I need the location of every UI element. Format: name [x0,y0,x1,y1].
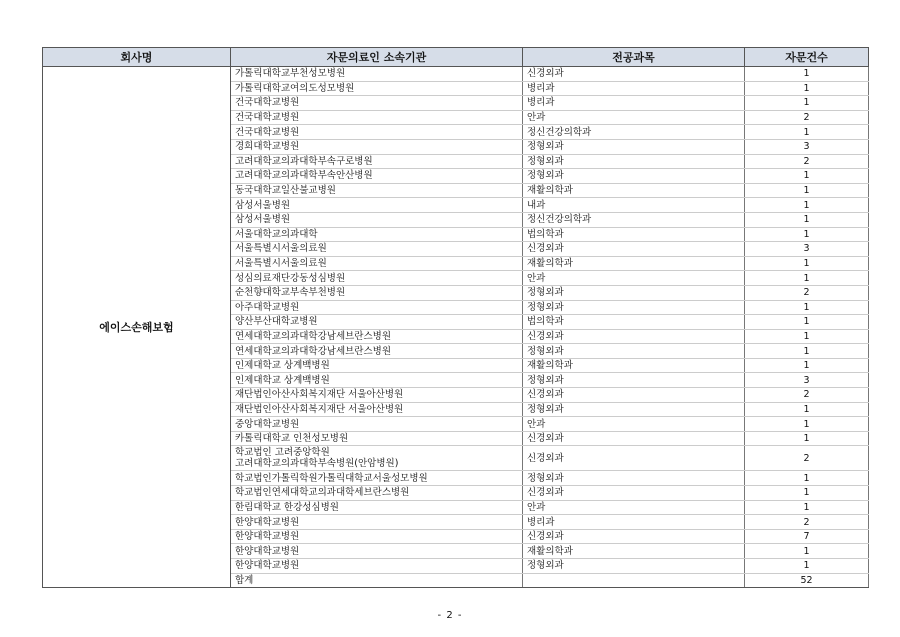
department-cell: 안과 [523,417,745,432]
count-cell: 1 [745,300,869,315]
institution-cell: 성심의료재단강동성심병원 [231,271,523,286]
department-cell: 신경외과 [523,446,745,471]
count-cell: 2 [745,388,869,403]
header-institution: 자문의료인 소속기관 [231,48,523,67]
institution-cell: 한양대학교병원 [231,559,523,574]
department-cell: 신경외과 [523,529,745,544]
count-cell: 2 [745,110,869,125]
count-cell: 1 [745,256,869,271]
institution-cell: 가톨릭대학교부천성모병원 [231,67,523,82]
department-cell: 재활의학과 [523,183,745,198]
total-count: 52 [745,573,869,588]
department-cell: 신경외과 [523,388,745,403]
department-cell: 정형외과 [523,154,745,169]
count-cell: 1 [745,402,869,417]
department-cell: 병리과 [523,96,745,111]
department-cell: 재활의학과 [523,544,745,559]
count-cell: 1 [745,329,869,344]
count-cell: 1 [745,125,869,140]
department-cell: 정형외과 [523,344,745,359]
table-header-row [43,48,869,67]
count-cell: 1 [745,471,869,486]
header-company: 회사명 [43,48,231,67]
count-cell: 1 [745,559,869,574]
institution-cell: 한양대학교병원 [231,544,523,559]
institution-cell: 고려대학교의과대학부속안산병원 [231,169,523,184]
institution-cell: 인제대학교 상계백병원 [231,373,523,388]
department-cell: 병리과 [523,515,745,530]
institution-cell: 서울특별시서울의료원 [231,256,523,271]
count-cell: 1 [745,544,869,559]
institution-cell: 재단법인아산사회복지재단 서울아산병원 [231,388,523,403]
count-cell: 1 [745,500,869,515]
department-cell: 정형외과 [523,559,745,574]
institution-cell: 건국대학교병원 [231,110,523,125]
department-cell: 정형외과 [523,471,745,486]
institution-cell: 한양대학교병원 [231,515,523,530]
institution-cell: 카톨릭대학교 인천성모병원 [231,431,523,446]
company-name: 에이스손해보험 [43,67,231,588]
department-cell: 정형외과 [523,169,745,184]
department-cell: 신경외과 [523,431,745,446]
count-cell: 1 [745,67,869,82]
count-cell: 1 [745,198,869,213]
department-cell: 안과 [523,271,745,286]
institution-cell: 재단법인아산사회복지재단 서울아산병원 [231,402,523,417]
institution-cell: 건국대학교병원 [231,125,523,140]
institution-cell: 고려대학교의과대학부속구로병원 [231,154,523,169]
institution-cell: 서울대학교의과대학 [231,227,523,242]
total-label: 합계 [231,573,523,588]
institution-cell: 인제대학교 상계백병원 [231,358,523,373]
count-cell: 3 [745,139,869,154]
department-cell: 정형외과 [523,139,745,154]
count-cell: 2 [745,515,869,530]
department-cell: 내과 [523,198,745,213]
count-cell: 2 [745,446,869,471]
department-cell: 정형외과 [523,402,745,417]
institution-cell: 아주대학교병원 [231,300,523,315]
consultation-table [42,47,869,588]
department-cell: 정신건강의학과 [523,125,745,140]
department-cell: 정신건강의학과 [523,212,745,227]
institution-cell: 가톨릭대학교여의도성모병원 [231,81,523,96]
institution-cell: 한림대학교 한강성심병원 [231,500,523,515]
institution-cell: 학교법인가톨릭학원가톨릭대학교서울성모병원 [231,471,523,486]
department-cell: 신경외과 [523,329,745,344]
institution-cell: 동국대학교일산불교병원 [231,183,523,198]
institution-cell: 연세대학교의과대학강남세브란스병원 [231,329,523,344]
header-count: 자문건수 [745,48,869,67]
institution-cell: 삼성서울병원 [231,198,523,213]
count-cell: 1 [745,96,869,111]
department-cell: 정형외과 [523,373,745,388]
department-cell: 안과 [523,500,745,515]
count-cell: 7 [745,529,869,544]
count-cell: 1 [745,315,869,330]
count-cell: 1 [745,212,869,227]
department-cell: 법의학과 [523,315,745,330]
institution-cell: 순천향대학교부속부천병원 [231,285,523,300]
table-body [43,67,869,588]
institution-cell: 삼성서울병원 [231,212,523,227]
header-department: 전공과목 [523,48,745,67]
count-cell: 1 [745,227,869,242]
count-cell: 1 [745,486,869,501]
department-cell: 신경외과 [523,486,745,501]
department-cell: 재활의학과 [523,256,745,271]
count-cell: 1 [745,183,869,198]
institution-cell: 학교법인연세대학교의과대학세브란스병원 [231,486,523,501]
department-cell: 재활의학과 [523,358,745,373]
count-cell: 1 [745,81,869,96]
institution-cell: 한양대학교병원 [231,529,523,544]
department-cell: 안과 [523,110,745,125]
department-cell: 정형외과 [523,285,745,300]
table-row [43,67,869,82]
count-cell: 3 [745,242,869,257]
department-cell: 정형외과 [523,300,745,315]
institution-cell: 서울특별시서울의료원 [231,242,523,257]
count-cell: 1 [745,358,869,373]
department-cell: 병리과 [523,81,745,96]
department-cell: 법의학과 [523,227,745,242]
institution-cell: 학교법인 고려중앙학원 고려대학교의과대학부속병원(안암병원) [231,446,523,471]
institution-cell: 경희대학교병원 [231,139,523,154]
department-cell: 신경외과 [523,242,745,257]
count-cell: 1 [745,169,869,184]
count-cell: 1 [745,431,869,446]
count-cell: 3 [745,373,869,388]
count-cell: 2 [745,154,869,169]
institution-cell: 건국대학교병원 [231,96,523,111]
count-cell: 2 [745,285,869,300]
institution-cell: 중앙대학교병원 [231,417,523,432]
total-department [523,573,745,588]
count-cell: 1 [745,271,869,286]
count-cell: 1 [745,417,869,432]
department-cell: 신경외과 [523,67,745,82]
institution-cell: 연세대학교의과대학강남세브란스병원 [231,344,523,359]
page-number: - 2 - [437,610,463,621]
count-cell: 1 [745,344,869,359]
institution-cell: 양산부산대학교병원 [231,315,523,330]
